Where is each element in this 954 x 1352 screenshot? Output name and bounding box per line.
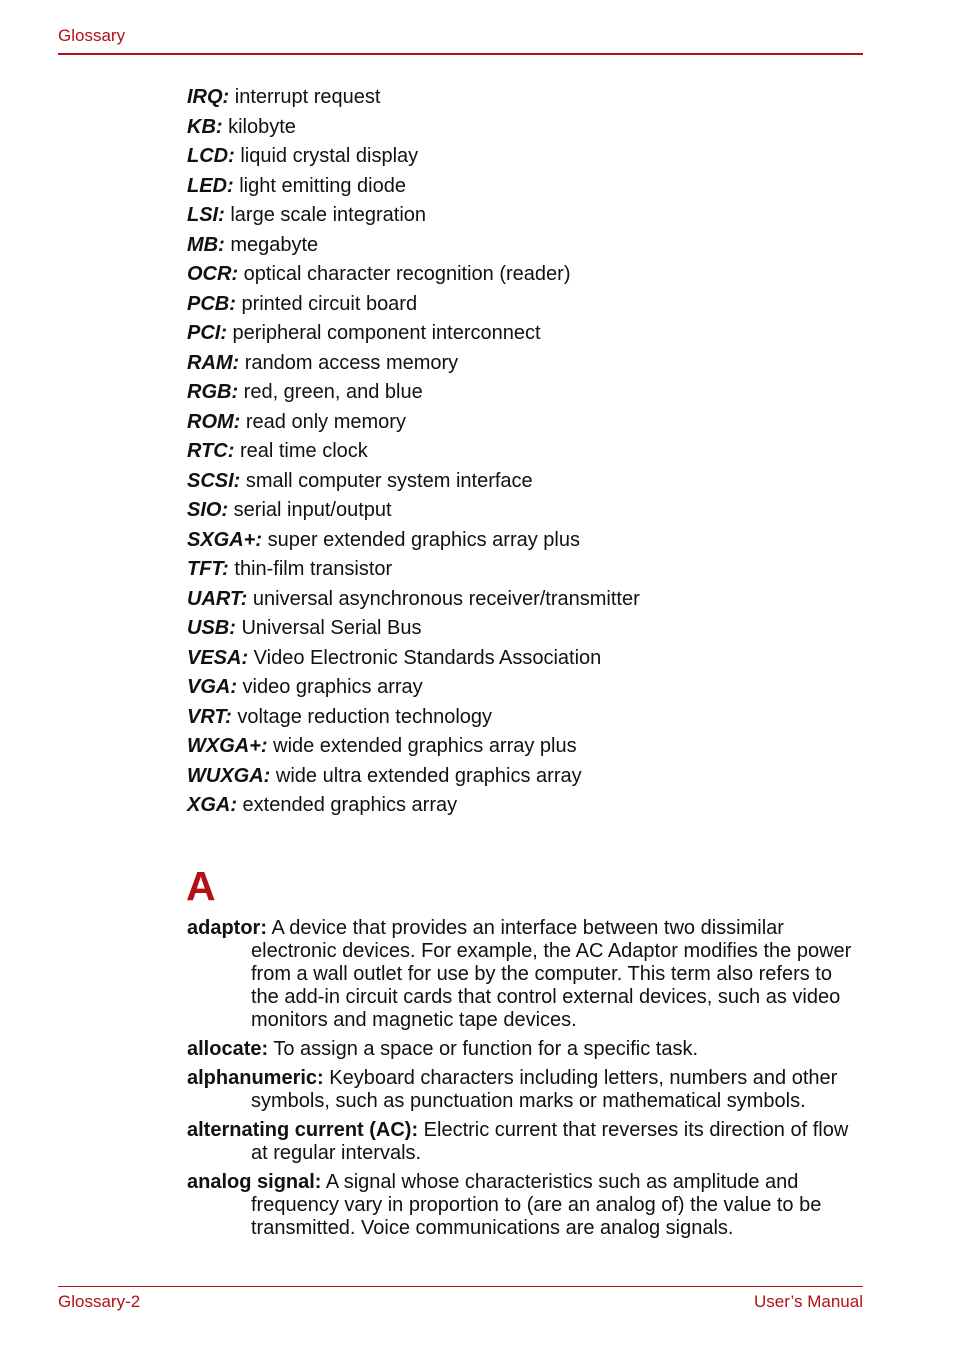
glossary-definition: To assign a space or function for a specific task. <box>268 1038 699 1060</box>
abbreviation-item <box>187 113 867 143</box>
glossary-definition: A device that provides an interface between two dissimilar electronic devices. For example, the AC Adaptor modifies the power from a wall outlet for use by the computer. This term also refers to the add-in circuit cards that control external devices, such as video monitors and magnetic tape devices. <box>251 917 852 1031</box>
abbreviation-definition: megabyte <box>224 233 319 256</box>
abbreviation-definition: liquid crystal display <box>234 145 419 167</box>
abbreviation-term: PCI: <box>187 322 227 344</box>
abbreviation-definition: voltage reduction technology <box>231 705 493 728</box>
abbreviation-term: SCSI: <box>187 469 241 492</box>
abbreviation-term: SIO: <box>187 499 229 521</box>
abbreviation-term: VRT: <box>187 705 232 728</box>
glossary-term: analog signal: <box>187 1171 322 1193</box>
abbreviation-item <box>187 762 867 792</box>
abbreviation-definition: universal asynchronous receiver/transmitter <box>247 587 640 610</box>
abbreviation-definition: real time clock <box>234 440 368 462</box>
abbreviation-term: VGA: <box>187 676 237 698</box>
abbreviation-item <box>187 791 867 821</box>
glossary-entry <box>187 917 865 1032</box>
abbreviation-term: LSI: <box>187 204 225 226</box>
abbreviation-definition: super extended graphics array plus <box>262 528 580 551</box>
abbreviation-definition: Video Electronic Standards Association <box>248 646 602 669</box>
abbreviation-definition: Universal Serial Bus <box>235 617 422 639</box>
glossary-term: alphanumeric: <box>187 1067 324 1089</box>
abbreviation-term: LED: <box>187 174 234 197</box>
abbreviation-item <box>187 526 867 556</box>
abbreviation-item <box>187 378 867 408</box>
glossary-term: alternating current (AC): <box>187 1119 419 1141</box>
glossary-entry <box>187 1171 865 1240</box>
abbreviation-item <box>187 290 867 320</box>
abbreviation-term: WUXGA: <box>187 764 271 787</box>
abbreviation-item <box>187 231 867 261</box>
abbreviation-term: SXGA+: <box>187 528 263 551</box>
glossary-definition: A signal whose characteristics such as amplitude and frequency vary in proportion to (are an analog of) the value to be transmitted. Voice communications are analog signals. <box>251 1171 822 1239</box>
abbreviation-term: KB: <box>187 115 223 138</box>
abbreviation-definition: wide extended graphics array plus <box>267 735 577 757</box>
abbreviation-term: MB: <box>187 233 225 256</box>
abbreviation-definition: kilobyte <box>222 115 296 138</box>
glossary-definition: Electric current that reverses its direction of flow at regular intervals. <box>251 1119 849 1164</box>
abbreviation-item <box>187 408 867 438</box>
glossary-entry <box>187 1119 865 1165</box>
abbreviation-item <box>187 644 867 674</box>
abbreviation-term: RTC: <box>187 440 235 462</box>
abbreviation-definition: large scale integration <box>224 204 427 226</box>
abbreviation-item <box>187 673 867 703</box>
abbreviation-definition: peripheral component interconnect <box>227 322 541 344</box>
abbreviation-item <box>187 142 867 172</box>
abbreviation-item <box>187 437 867 467</box>
abbreviation-definition: serial input/output <box>228 499 392 521</box>
glossary-entry-list <box>187 917 865 1246</box>
abbreviation-term: VESA: <box>187 646 249 669</box>
abbreviation-item <box>187 260 867 290</box>
abbreviation-item <box>187 614 867 644</box>
abbreviation-item <box>187 319 867 349</box>
abbreviation-definition: printed circuit board <box>235 292 418 315</box>
abbreviation-item <box>187 703 867 733</box>
abbreviation-item <box>187 467 867 497</box>
abbreviation-term: UART: <box>187 587 248 610</box>
glossary-term: allocate: <box>187 1038 269 1060</box>
abbreviation-list <box>187 83 867 821</box>
abbreviation-definition: read only memory <box>240 410 406 433</box>
abbreviation-item <box>187 585 867 615</box>
abbreviation-item <box>187 83 867 113</box>
abbreviation-term: RGB: <box>187 381 239 403</box>
manual-title: User’s Manual <box>754 1292 863 1311</box>
abbreviation-item <box>187 349 867 379</box>
abbreviation-term: LCD: <box>187 145 235 167</box>
header-divider <box>58 53 863 55</box>
abbreviation-term: IRQ: <box>187 86 230 108</box>
abbreviation-term: PCB: <box>187 292 236 315</box>
abbreviation-definition: wide ultra extended graphics array <box>270 764 582 787</box>
abbreviation-term: WXGA+: <box>187 735 268 757</box>
abbreviation-definition: random access memory <box>239 351 459 374</box>
glossary-entry <box>187 1067 865 1113</box>
glossary-entry <box>187 1038 865 1061</box>
glossary-definition: Keyboard characters including letters, numbers and other symbols, such as punctuation marks or mathematical symbols. <box>251 1067 838 1112</box>
abbreviation-term: OCR: <box>187 263 239 285</box>
abbreviation-item <box>187 172 867 202</box>
abbreviation-term: TFT: <box>187 558 229 580</box>
abbreviation-term: USB: <box>187 617 236 639</box>
abbreviation-item <box>187 732 867 762</box>
abbreviation-term: RAM: <box>187 351 240 374</box>
abbreviation-definition: optical character recognition (reader) <box>238 263 571 285</box>
abbreviation-definition: thin-film transistor <box>228 558 393 580</box>
abbreviation-item <box>187 496 867 526</box>
abbreviation-term: XGA: <box>187 794 237 816</box>
abbreviation-definition: video graphics array <box>237 676 423 698</box>
abbreviation-term: ROM: <box>187 410 241 433</box>
abbreviation-definition: interrupt request <box>229 86 381 108</box>
footer-divider <box>58 1286 863 1287</box>
abbreviation-item <box>187 201 867 231</box>
page-number: Glossary-2 <box>58 1292 141 1311</box>
page-header-title: Glossary <box>58 26 126 45</box>
glossary-term: adaptor: <box>187 917 267 939</box>
abbreviation-item <box>187 555 867 585</box>
abbreviation-definition: small computer system interface <box>240 469 533 492</box>
section-letter-heading: A <box>186 863 216 909</box>
abbreviation-definition: red, green, and blue <box>238 381 423 403</box>
abbreviation-definition: light emitting diode <box>233 174 406 197</box>
abbreviation-definition: extended graphics array <box>237 794 458 816</box>
